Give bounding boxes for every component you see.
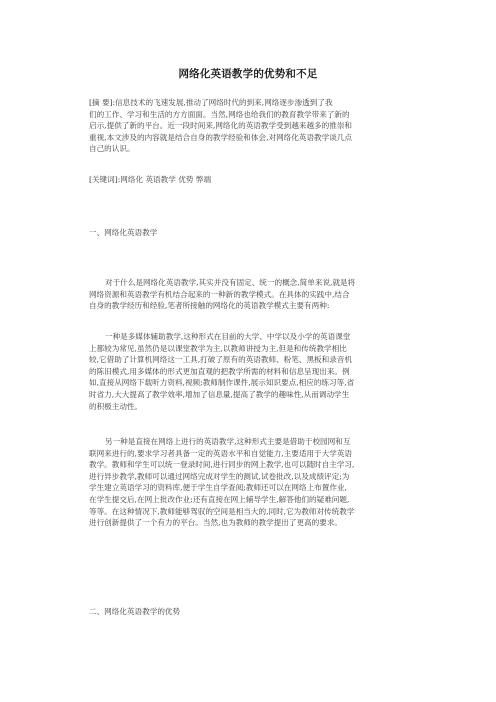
- paragraph-line: 联网来进行的,要求学习者具备一定的英语水平和自觉能力,主要适用于大学英语: [89, 448, 353, 458]
- abstract-paragraph: [89, 97, 413, 155]
- paragraph-line: 较,它借助了计算机网络这一工具,打破了原有的英语教师、粉笔、黑板和录音机: [89, 355, 353, 365]
- paragraph-line: 如,直接从网络下载听力资料,视频;教师制作课件,展示知识要点,相应的练习等,省: [89, 378, 355, 388]
- paragraph-line: 一种是多媒体辅助教学,这种形式在目前的大学、中学以及小学的英语课堂: [105, 332, 351, 341]
- paragraph-line: 对于什么是网络化英语教学,其实并没有固定、统一的概念,简单来说,就是将: [105, 278, 356, 287]
- abstract-line: 启示,提供了新的平台。近一段时间来,网络化的英语教学受到越来越多的推崇和: [89, 121, 353, 131]
- paragraph-line: 时省力,大大提高了教学效率,增加了信息量,提高了教学的趣味性,从而调动学生: [89, 389, 350, 399]
- section-1-heading: 一、网络化英语教学: [89, 228, 158, 237]
- abstract-line: 重视,本文涉及的内容就是结合自身的教学经验和体会,对网络化英语教学谈几点: [89, 132, 353, 142]
- abstract-line: 们的工作、学习和生活的方方面面。当然,网络也给我们的教育教学带来了新的: [89, 109, 350, 119]
- paragraph-line: 的陈旧模式,用多媒体的形式更加直观的把教学所需的材料和信息呈现出来。例: [89, 366, 350, 376]
- paragraph-line: 等等。在这种情况下,教师能够驾驭的空间是相当大的,同时,它为教师对传统教学: [89, 506, 355, 516]
- paragraph-line: 网络资源和英语教学有机结合起来的一种新的教学模式。在具体的实践中,结合: [89, 289, 350, 299]
- keywords-line: [89, 174, 413, 186]
- abstract-line: 自己的认识。: [89, 144, 135, 154]
- section-1-paragraph-2: [89, 331, 413, 412]
- section-1-paragraph-3: [89, 436, 413, 529]
- paragraph-line: 在学生提交后,在网上批改作业;还有直接在网上辅导学生,解答他们的疑难问题,: [89, 494, 350, 504]
- paragraph-line: 另一种是直接在网络上进行的英语教学,这种形式主要是借助于校园网和互: [105, 437, 351, 446]
- paragraph-line: 进行异步教学,教师可以通过网络完成对学生的测试,试卷批改,以及成绩评定;为: [89, 471, 350, 481]
- keywords-text: [关键词]:网络化 英语教学 优势 弊端: [89, 175, 212, 184]
- section-2-heading: 二、网络化英语教学的优势: [89, 607, 181, 616]
- abstract-line: [摘 要]:信息技术的飞速发展,推动了网络时代的到来,网络逐步渗透到了我: [89, 98, 333, 107]
- paragraph-line: 上都较为常见,虽然仍是以课堂教学为主,以教师讲授为主,但是和传统教学相比: [89, 343, 347, 353]
- paragraph-line: 教学。教师和学生可以统一登录时间,进行同步的网上教学,也可以随时自主学习,: [89, 460, 355, 470]
- paragraph-line: 自身的教学经历和经验,笔者所接触的网络化的英语教学模式主要有两种:: [89, 301, 330, 311]
- document-title: 网络化英语教学的优势和不足: [178, 68, 318, 80]
- paragraph-line: 进行创新提供了一个有力的平台。当然,也为教师的教学提出了更高的要求。: [89, 518, 343, 528]
- paragraph-line: 学生建立英语学习的资料库,便于学生自学查阅;教师还可以在网络上布置作业,: [89, 483, 347, 493]
- section-1-paragraph-1: [89, 277, 413, 312]
- paragraph-line: 的积极主动性。: [89, 401, 143, 411]
